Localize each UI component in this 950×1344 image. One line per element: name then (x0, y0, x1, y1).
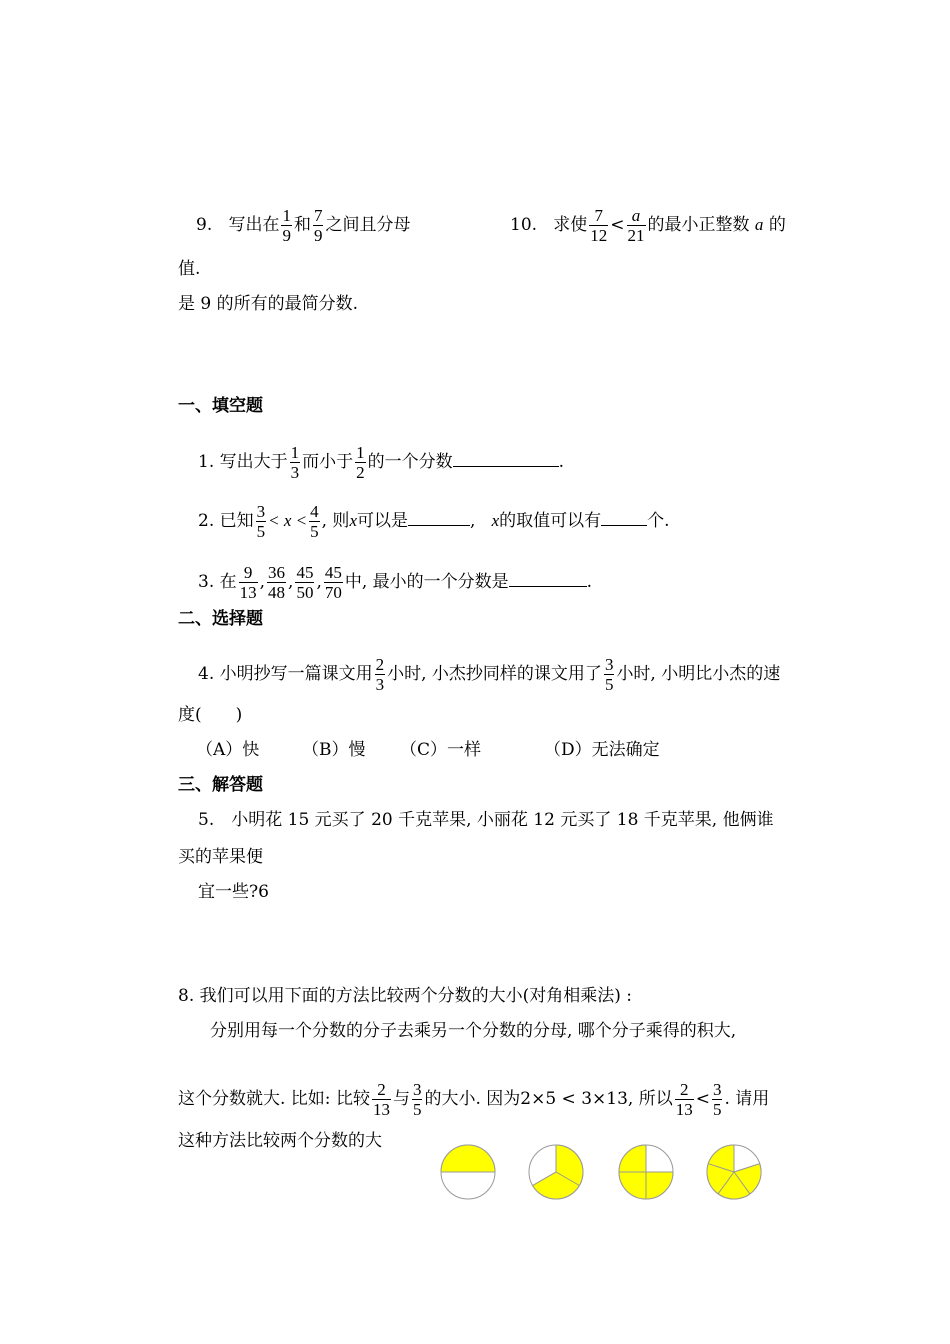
section-title-solve: 三、解答题 (178, 775, 263, 795)
fraction: $\frac{4}{5}$ (310, 502, 319, 541)
q10-line: 10. 求使 $\frac{7}{12}$ < $\frac{a}{21}$ 的最小正整数 a 的 (510, 206, 786, 245)
q8-line-3: 这个分数就大. 比如: 比较 $\frac{2}{13}$ 与 $\frac{3}{5}$ 的大小. 因为2×5 < 3×13, 所以 $\frac{2}{13}$ < $\frac{3}{5}$ . 请用 (178, 1080, 770, 1119)
answer-blank[interactable] (601, 509, 647, 526)
pie-two-thirds (529, 1145, 583, 1199)
pie-four-fifths (707, 1145, 761, 1199)
fraction: $\frac{45}{70}$ (324, 563, 342, 602)
fraction: $\frac{9}{13}$ (239, 563, 257, 602)
option-c[interactable]: （C）一样 (400, 740, 482, 760)
q8-line-1: 8. 我们可以用下面的方法比较两个分数的大小(对角相乘法) : (178, 986, 633, 1006)
option-d[interactable]: （D）无法确定 (544, 740, 660, 760)
q3-line: 3. 在 $\frac{9}{13}$ , $\frac{36}{48}$ , $\frac{45}{50}$ , $\frac{45}{70}$ 中, 最小的一个分数是 . (198, 563, 593, 602)
q4-continuation: 度( ) (178, 705, 243, 725)
fraction: $\frac{2}{13}$ (675, 1080, 693, 1119)
fraction: $\frac{3}{5}$ (712, 1080, 722, 1119)
section-title-choice: 二、选择题 (178, 609, 263, 629)
fraction-pie-diagrams (440, 1143, 770, 1203)
q5-line-2: 买的苹果便 (178, 847, 263, 867)
fraction: $\frac{3}{5}$ (256, 502, 266, 541)
q5-line-3: 宜一些?6 (198, 882, 269, 902)
q10-number: 10. (510, 215, 538, 235)
q10-continuation: 值. (178, 259, 201, 279)
q5-line-1: 5. 小明花 15 元买了 20 千克苹果, 小丽花 12 元买了 18 千克苹果, 他俩谁 (198, 810, 774, 830)
fraction: $\frac{45}{50}$ (296, 563, 314, 602)
fraction: $\frac{2}{13}$ (372, 1080, 390, 1119)
section-title-fill-in: 一、填空题 (178, 396, 263, 416)
q9-number: 9. (196, 215, 213, 235)
fraction: $\frac{a}{21}$ (627, 206, 645, 245)
option-a[interactable]: （A）快 (196, 740, 260, 760)
fraction: $\frac{2}{3}$ (375, 655, 385, 694)
pie-three-quarters (619, 1145, 673, 1199)
q1-line: 1. 写出大于 $\frac{1}{3}$ 而小于 $\frac{1}{2}$ 的一个分数 . (198, 443, 565, 482)
option-b[interactable]: （B）慢 (302, 740, 366, 760)
fraction: $\frac{7}{12}$ (590, 206, 608, 245)
q9-line: 9. 写出在 $\frac{1}{9}$ 和 $\frac{7}{9}$ 之间且分母 (196, 206, 411, 245)
fraction: $\frac{7}{9}$ (313, 206, 323, 245)
fraction: $\frac{1}{3}$ (290, 443, 300, 482)
answer-blank[interactable] (509, 570, 587, 587)
answer-blank[interactable] (453, 450, 559, 467)
q9-continuation: 是 9 的所有的最简分数. (178, 294, 359, 314)
fraction: $\frac{1}{9}$ (282, 206, 291, 245)
fraction: $\frac{1}{2}$ (356, 443, 365, 482)
q8-line-2: 分别用每一个分数的分子去乘另一个分数的分母, 哪个分子乘得的积大, (210, 1021, 737, 1041)
answer-blank[interactable] (408, 509, 470, 526)
pie-half (441, 1145, 495, 1199)
fraction: $\frac{3}{5}$ (412, 1080, 422, 1119)
fraction: $\frac{36}{48}$ (268, 563, 286, 602)
fraction: $\frac{3}{5}$ (604, 655, 614, 694)
q4-line: 4. 小明抄写一篇课文用 $\frac{2}{3}$ 小时, 小杰抄同样的课文用了 $\frac{3}{5}$ 小时, 小明比小杰的速 (198, 655, 781, 694)
q8-line-4: 这种方法比较两个分数的大 (178, 1131, 382, 1151)
q2-line: 2. 已知 $\frac{3}{5}$ < x < $\frac{4}{5}$ , 则x可以是 , x的取值可以有 个. (198, 502, 670, 541)
